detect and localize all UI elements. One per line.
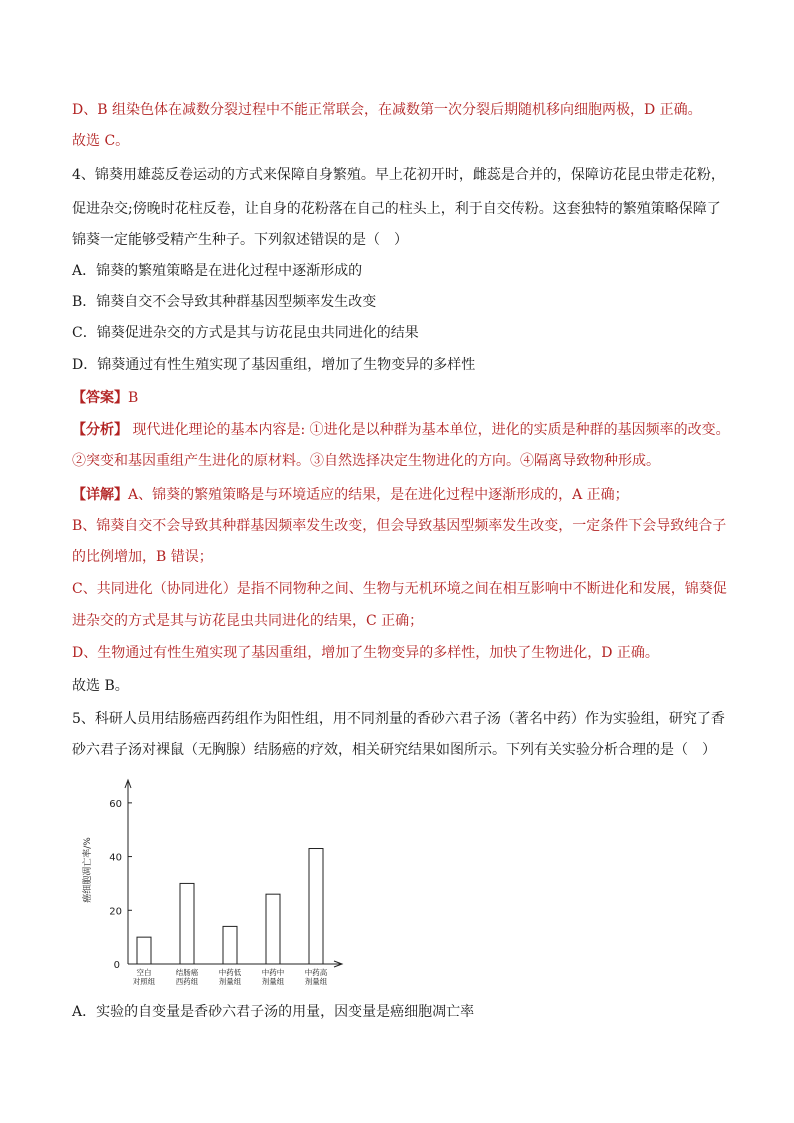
question-4-stem: 促进杂交;傍晚时花柱反卷，让自身的花粉落在自己的柱头上，利于自交传粉。这套独特的繁殖策略保障了 — [72, 201, 721, 217]
analysis-line — [72, 420, 730, 440]
answer-tag: 【答案】 — [72, 390, 128, 406]
answer-line — [72, 388, 138, 408]
y-tick-label: 60 — [109, 798, 122, 810]
x-tick-label: 中药中 — [261, 968, 285, 977]
x-tick-label: 结肠癌 — [175, 968, 199, 977]
bar — [309, 849, 323, 964]
x-tick-label: 剂量组 — [218, 977, 242, 986]
bar — [223, 926, 237, 964]
detail-text: A、锦葵的繁殖策略是与环境适应的结果，是在进化过程中逐渐形成的，A 正确； — [128, 487, 629, 503]
question-5-stem: 5、科研人员用结肠癌西药组作为阳性组，用不同剂量的香砂六君子汤（著名中药）作为实验组，研究了香 — [72, 711, 725, 727]
detail-line — [72, 485, 629, 505]
detail-text: C、共同进化（协同进化）是指不同物种之间、生物与无机环境之间在相互影响中不断进化和发展，锦葵促 — [72, 581, 727, 597]
option-b: B．锦葵自交不会导致其种群基因型频率发生改变 — [72, 294, 377, 310]
bar — [266, 894, 280, 964]
option-a: A．实验的自变量是香砂六君子汤的用量，因变量是癌细胞凋亡率 — [72, 1004, 475, 1020]
analysis-text: 现代进化理论的基本内容是: ①进化是以种群为基本单位，进化的实质是种群的基因频率的改变。 — [128, 422, 730, 438]
conclusion-line: 故选 B。 — [72, 678, 129, 694]
detail-tag: 【详解】 — [72, 487, 128, 503]
x-tick-label: 西药组 — [175, 977, 199, 986]
detail-text: 的比例增加，B 错误； — [72, 549, 213, 565]
detail-text: D、生物通过有性生殖实现了基因重组，增加了生物变异的多样性，加快了生物进化，D 正确。 — [72, 645, 659, 661]
option-d: D．锦葵通过有性生殖实现了基因重组，增加了生物变异的多样性 — [72, 357, 476, 373]
x-tick-label: 剂量组 — [261, 977, 285, 986]
text-line: 故选 C。 — [72, 133, 130, 149]
question-4-stem: 4、锦葵用雄蕊反卷运动的方式来保障自身繁殖。早上花初开时，雌蕊是合并的，保障访花昆虫带走花粉， — [72, 167, 725, 183]
answer-value: B — [128, 390, 139, 406]
detail-text: 进杂交的方式是其与访花昆虫共同进化的结果，C 正确； — [72, 613, 424, 629]
x-tick-label: 中药高 — [304, 968, 328, 977]
analysis-text: ②突变和基因重组产生进化的原材料。③自然选择决定生物进化的方向。④隔离导致物种形成。 — [72, 453, 660, 469]
bar — [137, 937, 151, 964]
analysis-tag: 【分析】 — [72, 422, 128, 438]
y-tick-label: 40 — [109, 852, 122, 864]
detail-text: B、锦葵自交不会导致其种群基因频率发生改变，但会导致基因型频率发生改变，一定条件下会导致纯合子 — [72, 518, 727, 534]
apoptosis-bar-chart — [72, 770, 362, 1005]
option-a: A．锦葵的繁殖策略是在进化过程中逐渐形成的 — [72, 263, 363, 279]
question-5-stem: 砂六君子汤对裸鼠（无胸腺）结肠癌的疗效，相关研究结果如图所示。下列有关实验分析合理的是（ ） — [72, 742, 716, 758]
x-tick-label: 对照组 — [132, 977, 156, 986]
y-axis-label: 癌细胞凋亡率/% — [83, 837, 93, 903]
option-c: C．锦葵促进杂交的方式是其与访花昆虫共同进化的结果 — [72, 325, 419, 341]
text-line: D、B 组染色体在减数分裂过程中不能正常联会，在减数第一次分裂后期随机移向细胞两极，D 正确。 — [72, 102, 702, 118]
x-tick-label: 中药低 — [218, 968, 242, 977]
x-tick-label: 剂量组 — [304, 977, 328, 986]
y-tick-label: 20 — [109, 906, 122, 918]
y-tick-label: 0 — [113, 960, 120, 971]
question-4-stem: 锦葵一定能够受精产生种子。下列叙述错误的是（ ） — [72, 232, 408, 248]
x-tick-label: 空白 — [136, 968, 152, 977]
bar — [180, 883, 194, 964]
